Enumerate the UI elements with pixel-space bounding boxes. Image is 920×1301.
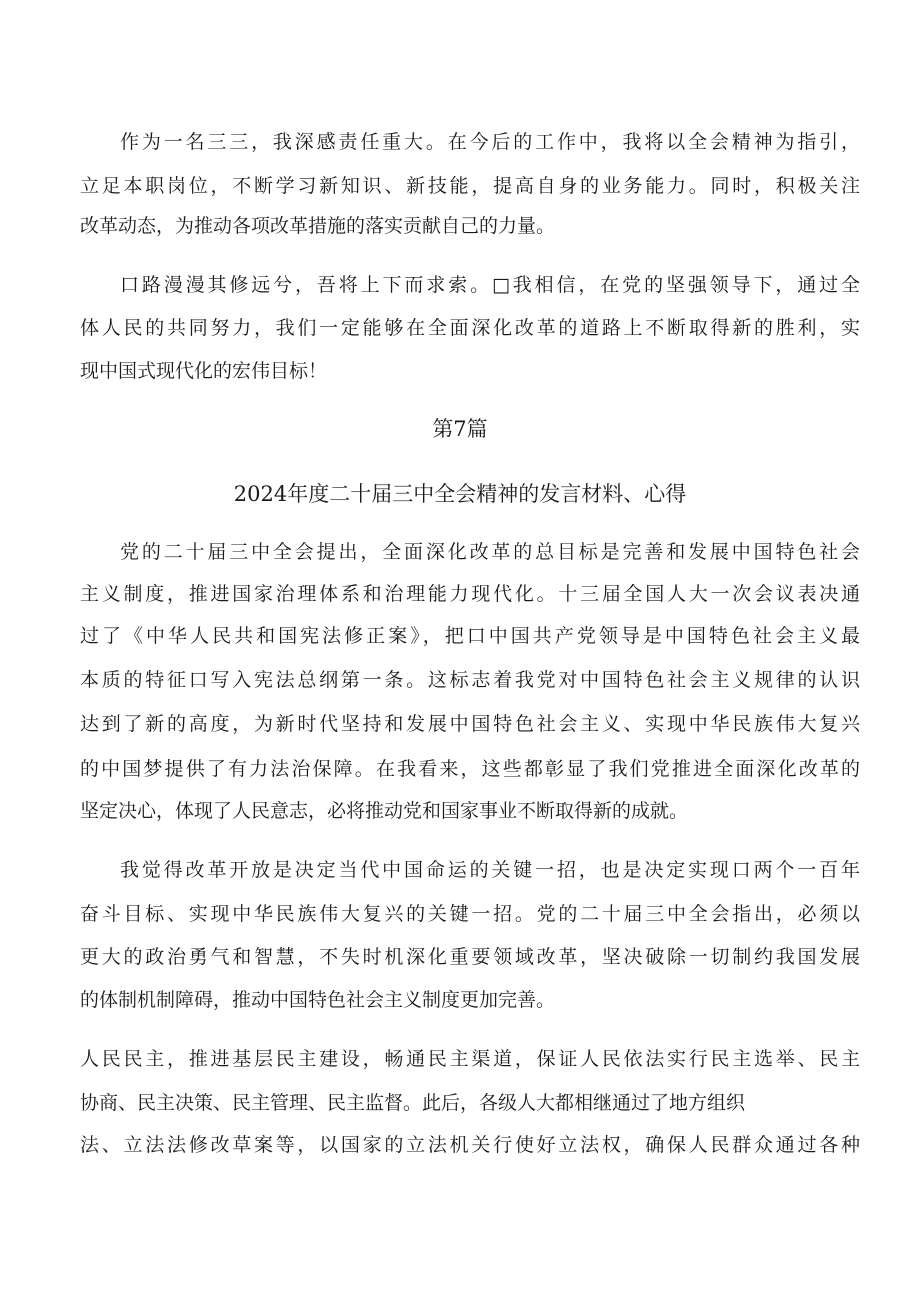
paragraph-3-line-6: 的中国梦提供了有力法治保障。在我看来，这些都彰显了我们党推进全面深化改革的 [80,758,860,780]
paragraph-2-line-3: 现中国式现代化的宏伟目标！ [80,360,328,382]
paragraph-2-line-2: 体人民的共同努力，我们一定能够在全面深化改革的道路上不断取得新的胜利，实 [80,317,860,339]
paragraph-4-line-3: 更大的政治勇气和智慧，不失时机深化重要领域改革，坚决破除一切制约我国发展 [80,946,860,968]
paragraph-3-line-1: 党的二十届三中全会提出，全面深化改革的总目标是完善和发展中国特色社会 [120,541,860,563]
paragraph-3-line-4: 本质的特征口写入宪法总纲第一条。这标志着我党对中国特色社会主义规律的认识 [80,669,860,691]
paragraph-4-line-2: 奋斗目标、实现中华民族伟大复兴的关键一招。党的二十届三中全会指出，必须以 [80,903,860,925]
paragraph-3-line-3: 过了《中华人民共和国宪法修正案》，把口中国共产党领导是中国特色社会主义最 [80,625,860,647]
paragraph-4-line-1: 我觉得改革开放是决定当代中国命运的关键一招，也是决定实现口两个一百年 [120,859,860,881]
document-title: 2024年度二十届三中全会精神的发言材料、心得 [233,482,687,506]
paragraph-3-line-2: 主义制度，推进国家治理体系和治理能力现代化。十三届全国人大一次会议表决通 [80,583,860,605]
paragraph-5-line-2: 协商、民主决策、民主管理、民主监督。此后，各级人大都相继通过了地方组织 [80,1092,746,1114]
paragraph-5-line-1: 人民民主，推进基层民主建设，畅通民主渠道，保证人民依法实行民主选举、民主 [80,1048,860,1070]
paragraph-4-line-4: 的体制机制障碍，推动中国特色社会主义制度更加完善。 [80,989,556,1011]
paragraph-3-line-7: 坚定决心，体现了人民意志，必将推动党和国家事业不断取得新的成就。 [80,800,689,822]
section-label: 第7篇 [432,417,488,441]
paragraph-5-line-3: 法、立法法修改草案等，以国家的立法机关行使好立法权，确保人民群众通过各种 [80,1134,860,1156]
paragraph-1-line-2: 立足本职岗位，不断学习新知识、新技能，提高自身的业务能力。同时，积极关注 [80,175,860,197]
paragraph-1-line-1: 作为一名三三，我深感责任重大。在今后的工作中，我将以全会精神为指引， [120,131,860,153]
paragraph-3-line-5: 达到了新的高度，为新时代坚持和发展中国特色社会主义、实现中华民族伟大复兴 [80,713,860,735]
paragraph-2-line-1: 口路漫漫其修远兮，吾将上下而求索。□我相信，在党的坚强领导下，通过全 [120,274,860,296]
paragraph-1-line-3: 改革动态，为推动各项改革措施的落实贡献自己的力量。 [80,215,556,237]
